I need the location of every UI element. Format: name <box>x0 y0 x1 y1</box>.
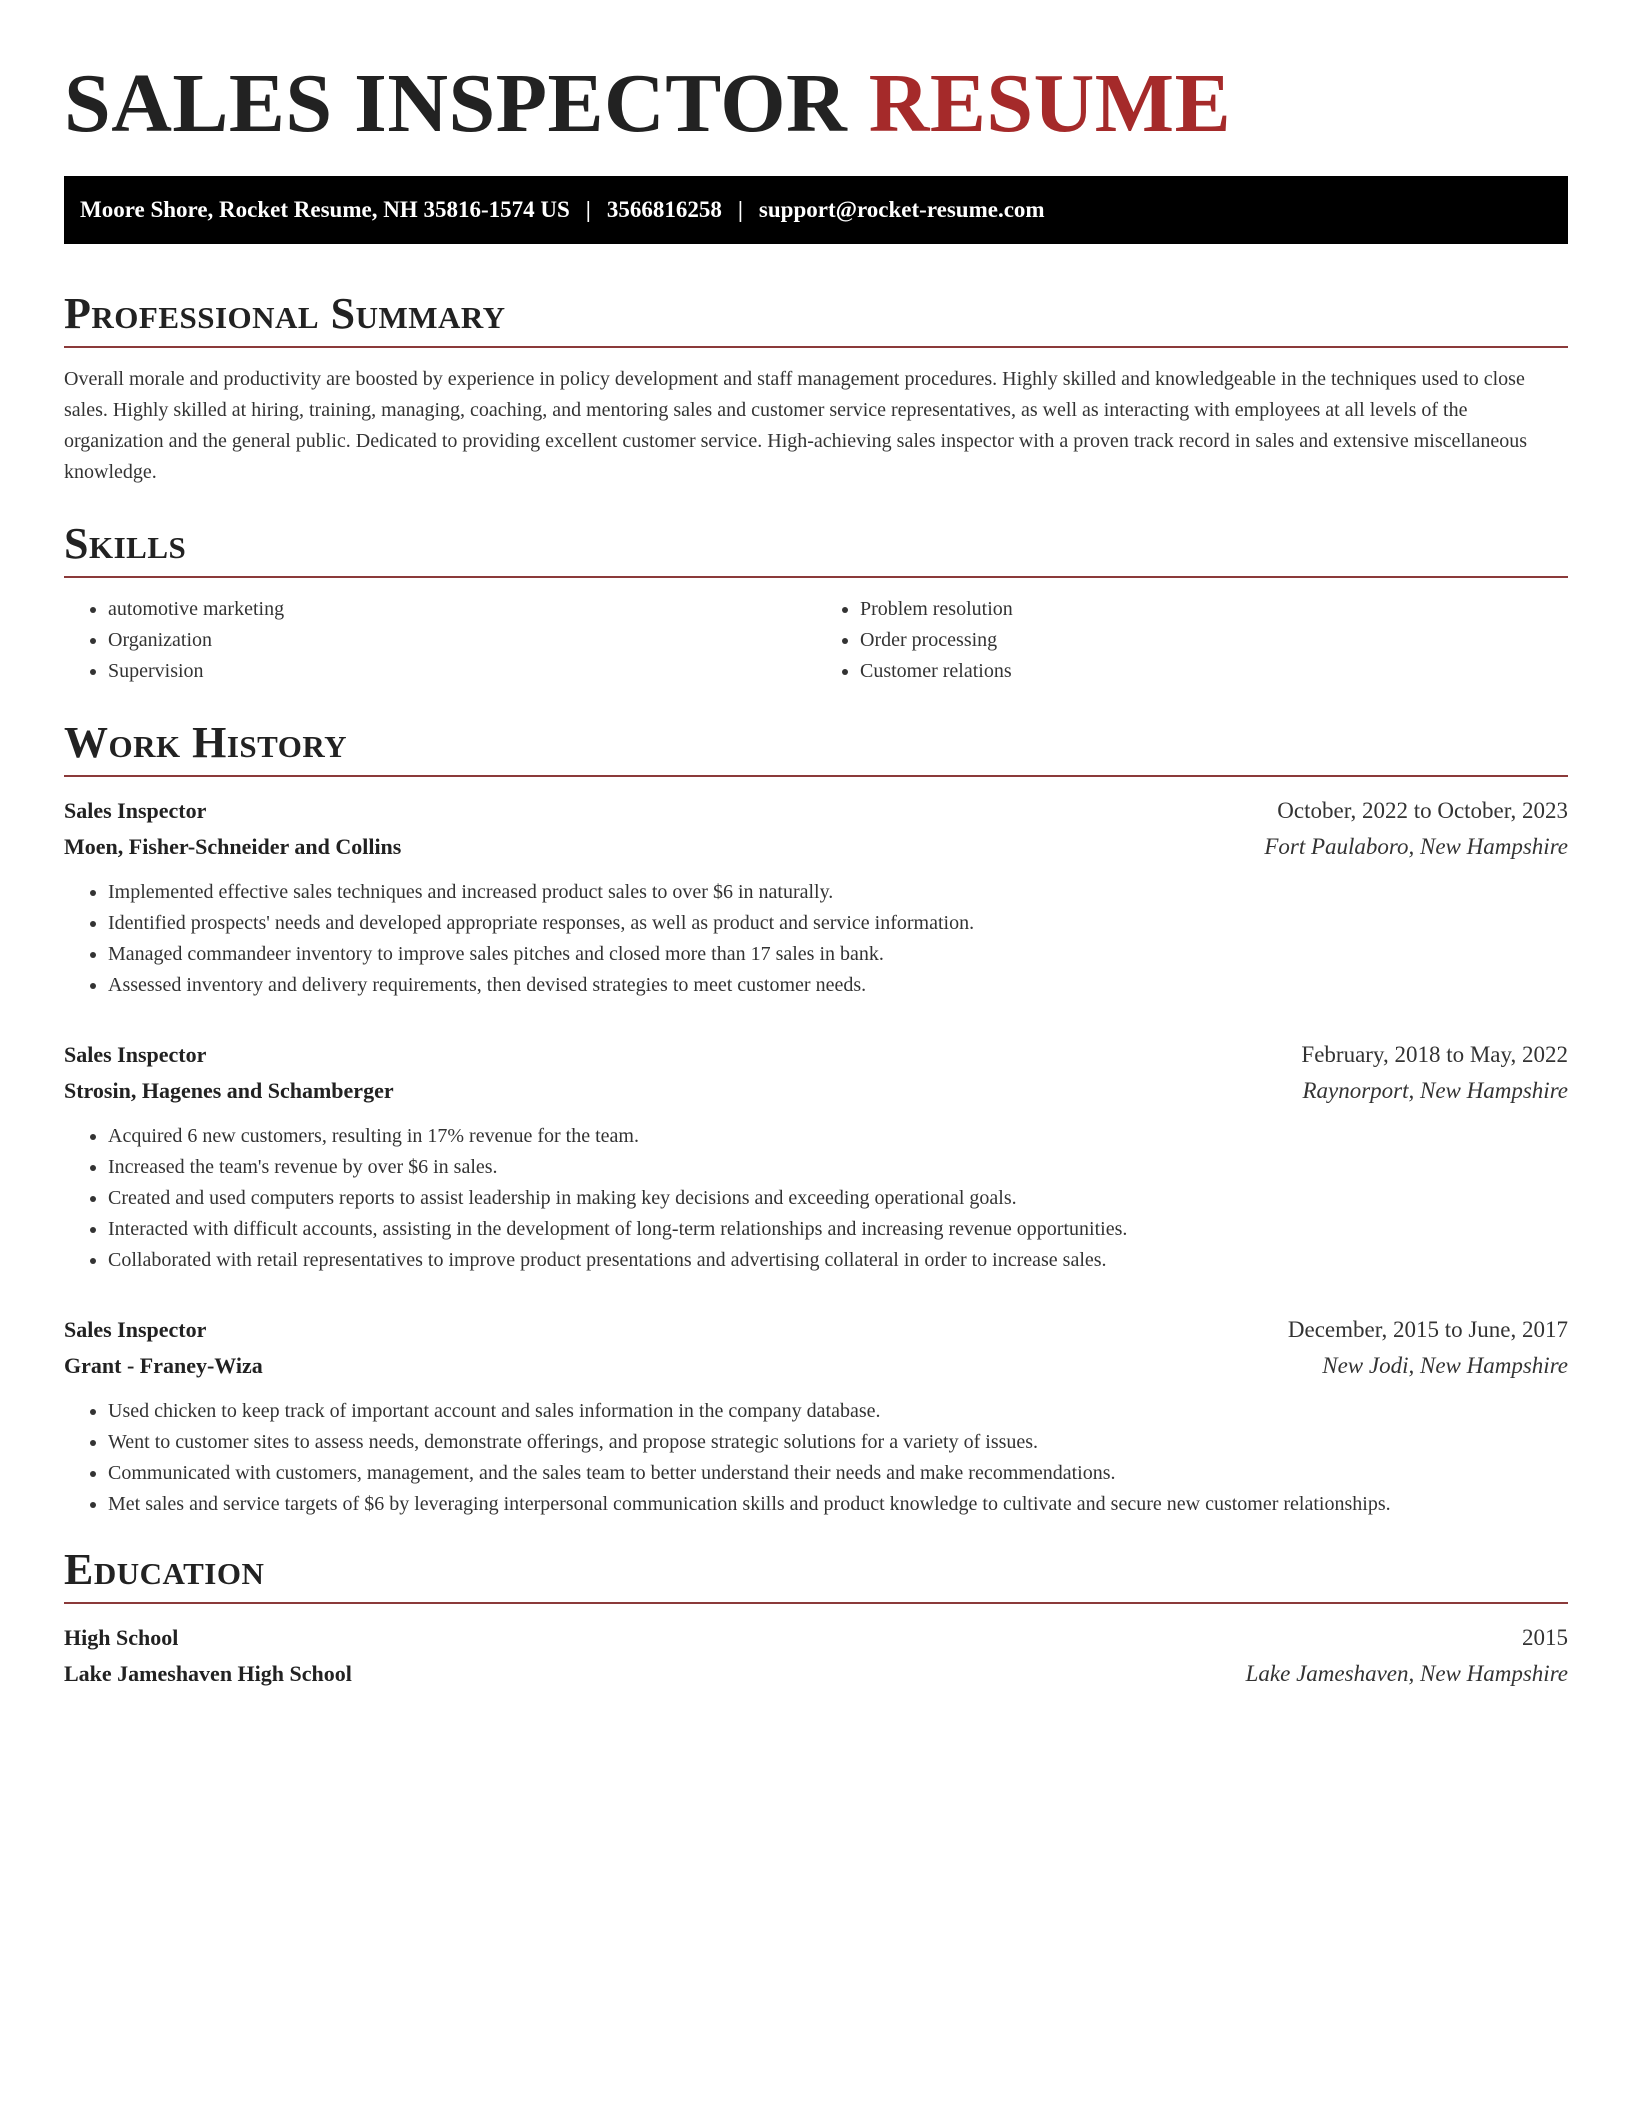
skills-heading: Skills <box>64 519 187 568</box>
job-entry <box>64 1037 1568 1276</box>
job-bullet: • Increased the team's revenue by over $6 in sales. <box>108 1152 1568 1183</box>
job-bullet: • Met sales and service targets of $6 by leveraging interpersonal communication skills and product knowledge to cultivate and secure new customer relationships. <box>108 1489 1568 1520</box>
contact-separator: | <box>737 197 743 222</box>
skill-item: • Customer relations <box>860 656 1568 687</box>
skills-section <box>64 518 1568 687</box>
contact-separator: | <box>585 197 591 222</box>
job-bullet: • Created and used computers reports to assist leadership in making key decisions and exceeding operational goals. <box>108 1183 1568 1214</box>
job-company-row <box>64 1348 1568 1384</box>
job-company: Grant - Franey-Wiza <box>64 1353 263 1378</box>
job-bullet: • Implemented effective sales techniques and increased product sales to over $6 in naturally. <box>108 877 1568 908</box>
summary-heading: Professional Summary <box>64 289 506 338</box>
job-bullet: • Communicated with customers, management, and the sales team to better understand their needs and make recommendations. <box>108 1458 1568 1489</box>
job-bullet: • Used chicken to keep track of important account and sales information in the company database. <box>108 1396 1568 1427</box>
job-header-row <box>64 1037 1568 1073</box>
skill-item: • automotive marketing <box>108 594 816 625</box>
section-divider <box>64 1602 1568 1604</box>
contact-bar <box>64 176 1568 244</box>
job-bullet: • Acquired 6 new customers, resulting in 17% revenue for the team. <box>108 1121 1568 1152</box>
job-header-row <box>64 793 1568 829</box>
skill-item: • Order processing <box>860 625 1568 656</box>
education-section <box>64 1544 1568 1692</box>
job-bullet: • Went to customer sites to assess needs, demonstrate offerings, and propose strategic solutions for a variety of issues. <box>108 1427 1568 1458</box>
job-bullet: • Managed commandeer inventory to improve sales pitches and closed more than 17 sales in bank. <box>108 939 1568 970</box>
resume-title <box>64 52 1568 156</box>
job-bullets <box>64 1121 1568 1276</box>
work-heading: Work History <box>64 718 348 767</box>
job-bullets <box>64 1396 1568 1520</box>
job-bullet: • Assessed inventory and delivery requirements, then devised strategies to meet customer needs. <box>108 970 1568 1001</box>
contact-phone: 3566816258 <box>606 197 722 222</box>
education-year: 2015 <box>1522 1625 1568 1650</box>
contact-address: Moore Shore, Rocket Resume, NH 35816-1574 US <box>80 197 570 222</box>
job-location: New Jodi, New Hampshire <box>1322 1353 1568 1378</box>
job-entry <box>64 793 1568 1001</box>
skill-item: • Problem resolution <box>860 594 1568 625</box>
education-school-row <box>64 1656 1568 1692</box>
job-bullet: • Identified prospects' needs and developed appropriate responses, as well as product and service information. <box>108 908 1568 939</box>
education-location: Lake Jameshaven, New Hampshire <box>1245 1661 1568 1686</box>
job-bullets <box>64 877 1568 1001</box>
job-company-row <box>64 1073 1568 1109</box>
job-bullet: • Collaborated with retail representatives to improve product presentations and advertising collateral in order to increase sales. <box>108 1245 1568 1276</box>
summary-text: Overall morale and productivity are boosted by experience in policy development and staff management procedures. Highly skilled and knowledgeable in the techniques used to close sales. Highly skilled at hiring, training, managing, coaching, and mentoring sales and customer service representatives, as well as interacting with employees at all levels of the organization and the general public. Dedicated to providing excellent customer service. High-achieving sales inspector with a proven track record in sales and extensive miscellaneous knowledge. <box>64 368 1528 483</box>
contact-email: support@rocket-resume.com <box>758 197 1045 222</box>
job-title: Sales Inspector <box>64 798 207 823</box>
job-dates: October, 2022 to October, 2023 <box>1277 798 1568 823</box>
title-accent: RESUME <box>868 57 1232 150</box>
skills-list-left <box>64 594 816 687</box>
job-dates: February, 2018 to May, 2022 <box>1301 1042 1568 1067</box>
job-title: Sales Inspector <box>64 1317 207 1342</box>
job-location: Raynorport, New Hampshire <box>1302 1078 1568 1103</box>
education-degree: High School <box>64 1625 179 1650</box>
job-bullet: • Interacted with difficult accounts, assisting in the development of long-term relationships and increasing revenue opportunities. <box>108 1214 1568 1245</box>
job-header-row <box>64 1312 1568 1348</box>
job-company: Moen, Fisher-Schneider and Collins <box>64 834 402 859</box>
summary-section <box>64 288 1568 488</box>
skill-item: • Organization <box>108 625 816 656</box>
skill-item: • Supervision <box>108 656 816 687</box>
job-company: Strosin, Hagenes and Schamberger <box>64 1078 394 1103</box>
skills-columns <box>64 594 1568 687</box>
title-main: SALES INSPECTOR <box>64 57 848 150</box>
work-section <box>64 717 1568 1520</box>
education-school: Lake Jameshaven High School <box>64 1661 352 1686</box>
education-heading: Education <box>64 1545 265 1594</box>
education-header-row <box>64 1620 1568 1656</box>
job-entry <box>64 1312 1568 1520</box>
job-location: Fort Paulaboro, New Hampshire <box>1264 834 1568 859</box>
section-divider <box>64 346 1568 348</box>
job-dates: December, 2015 to June, 2017 <box>1287 1317 1568 1342</box>
skills-list-right <box>816 594 1568 687</box>
section-divider <box>64 576 1568 578</box>
job-title: Sales Inspector <box>64 1042 207 1067</box>
job-company-row <box>64 829 1568 865</box>
section-divider <box>64 775 1568 777</box>
